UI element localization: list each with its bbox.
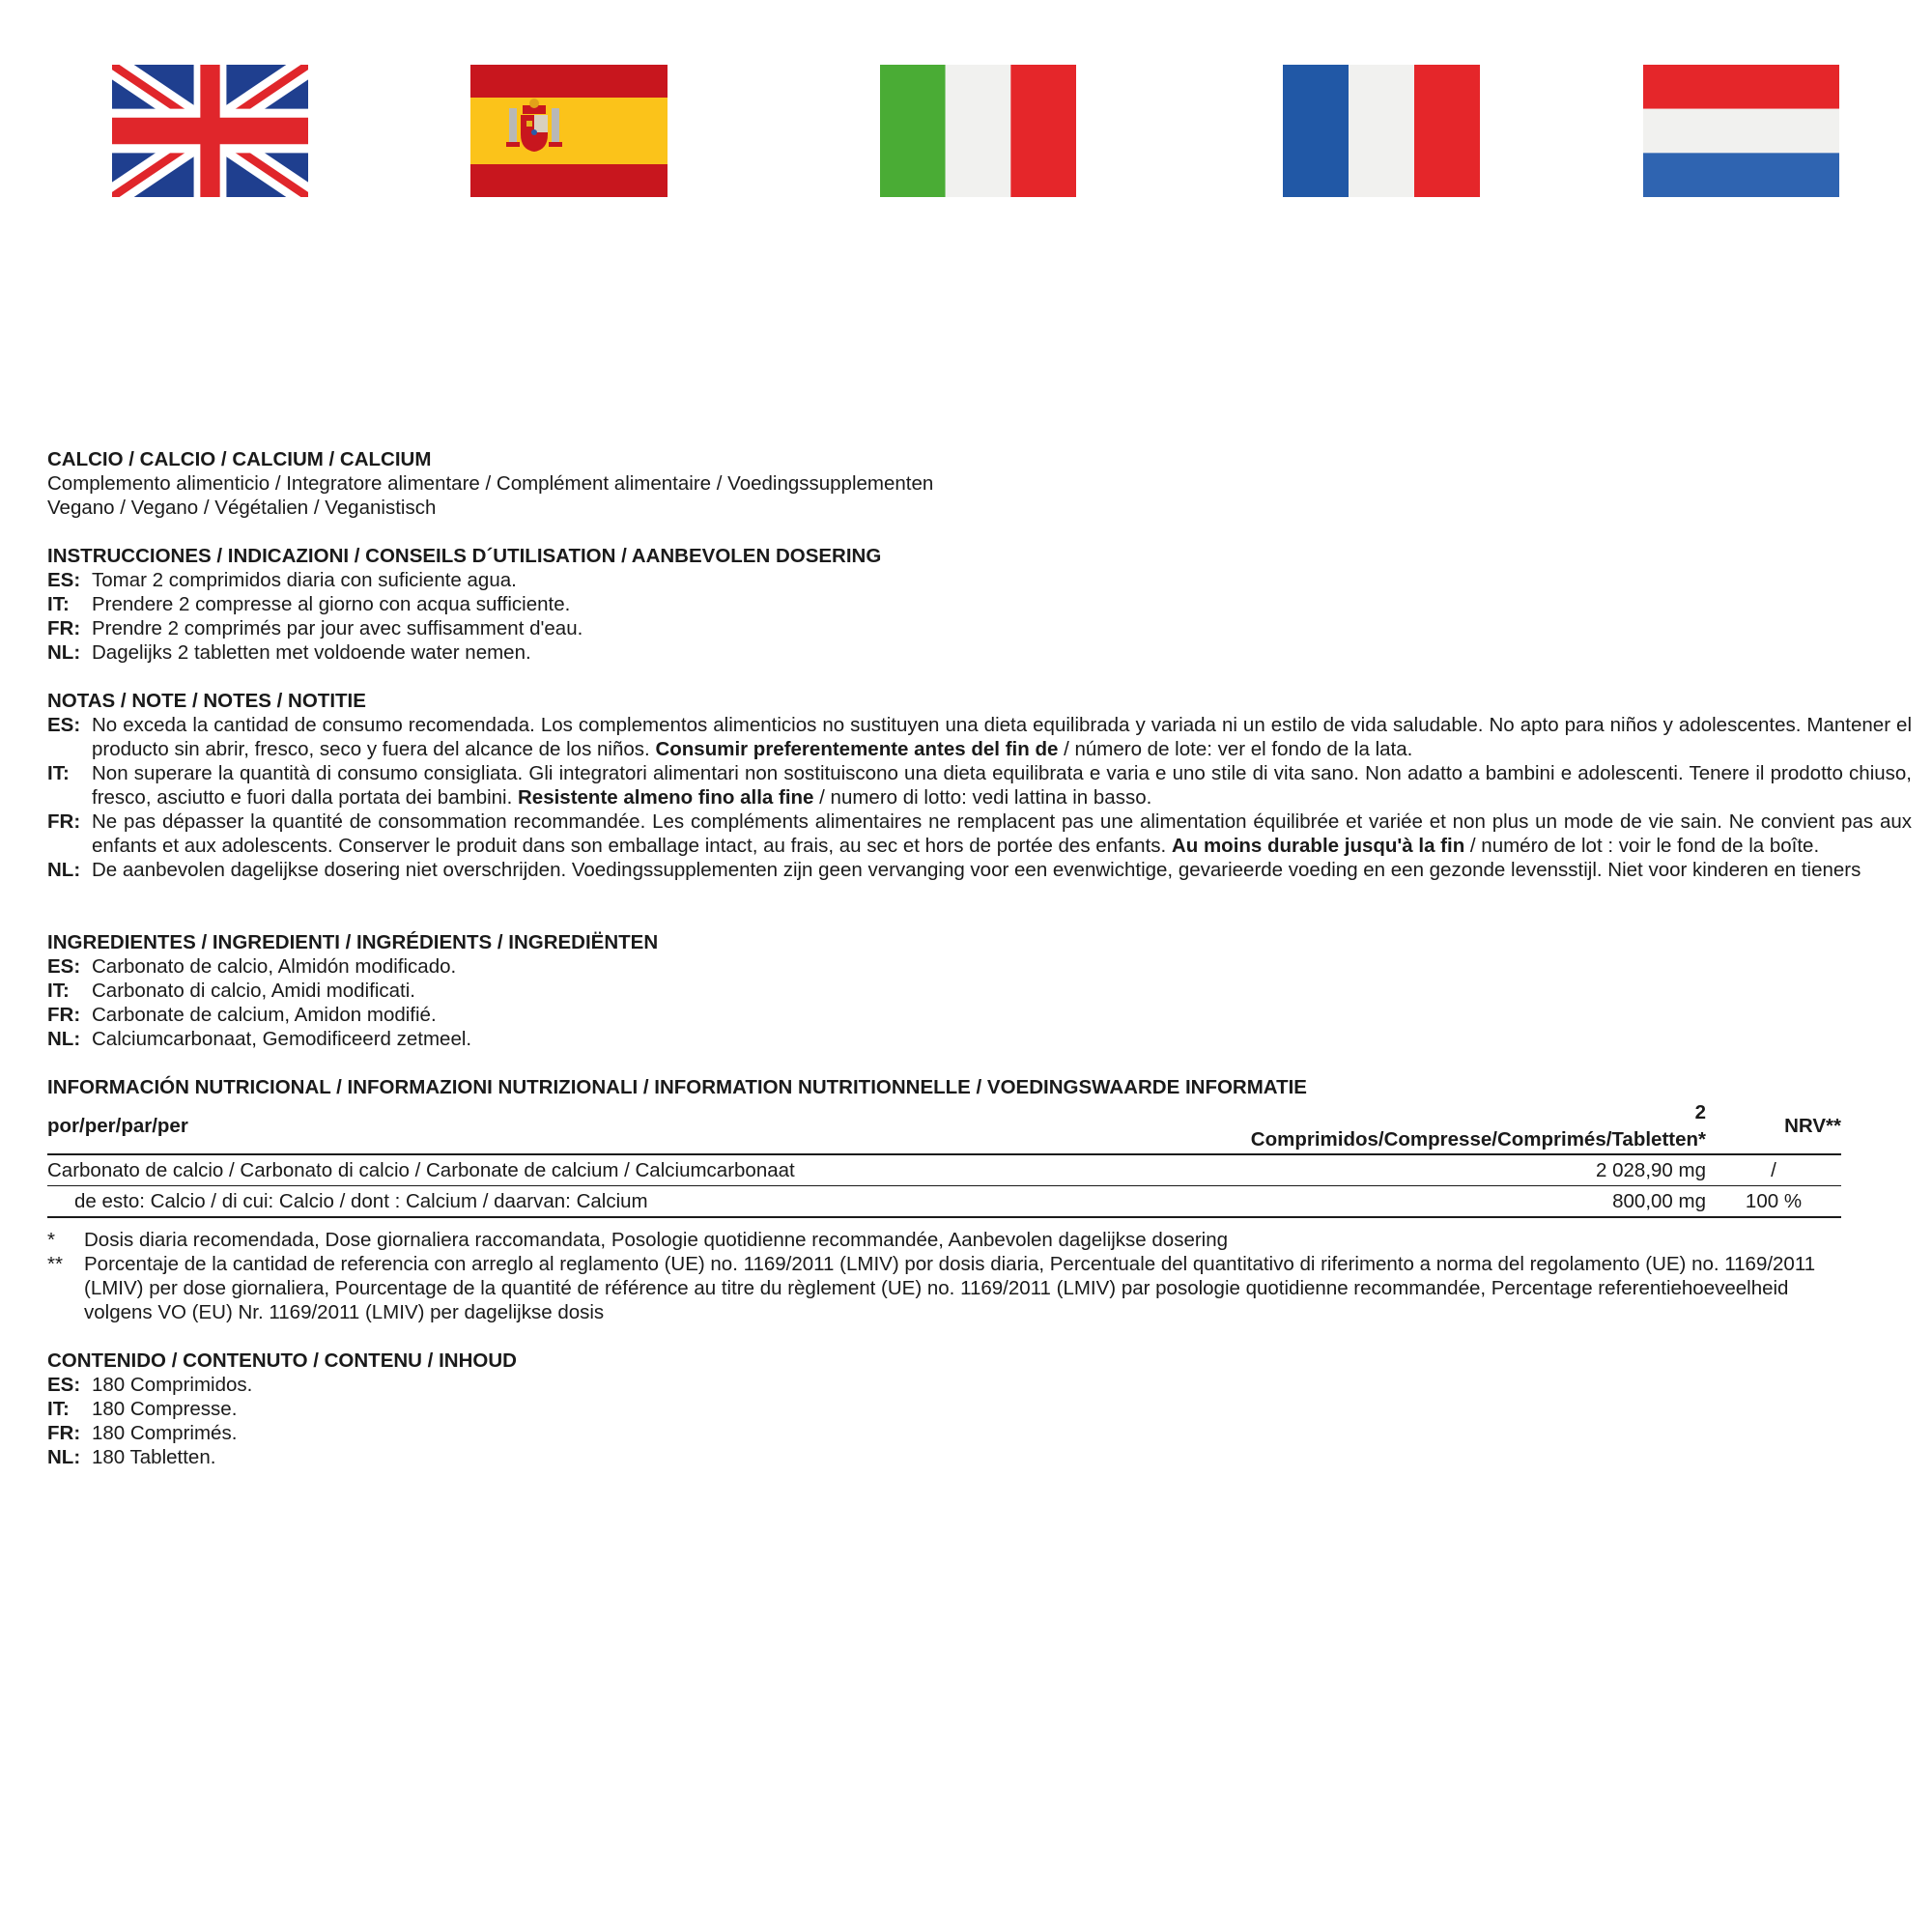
lang-code: FR:	[47, 1004, 81, 1026]
lang-code: NL:	[47, 1028, 81, 1050]
nutrition-header-row	[47, 1099, 1841, 1154]
lang-code: IT:	[47, 980, 70, 1002]
nutrition-section	[47, 1075, 1912, 1324]
notes-row	[47, 713, 1912, 761]
footnote	[47, 1252, 1912, 1324]
product-header	[47, 447, 1912, 520]
nutrient-amount: 2 028,90 mg	[1251, 1154, 1706, 1186]
table-row	[47, 1186, 1841, 1218]
lang-code: ES:	[47, 569, 81, 591]
product-subtitle: Complemento alimenticio / Integratore alimentare / Complément alimentaire / Voedingssupplementen	[47, 472, 934, 495]
note-text: De aanbevolen dagelijkse dosering niet overschrijden. Voedingssupplementen zijn geen vervanging voor een evenwichtige, gevarieerde voeding en een gezonde levensstijl. Niet voor kinderen en tieners	[92, 859, 1861, 881]
ingredient-text: Calciumcarbonaat, Gemodificeerd zetmeel.	[92, 1028, 472, 1050]
nrv-header: NRV**	[1706, 1099, 1841, 1154]
table-row	[47, 1154, 1841, 1186]
instruction-text: Dagelijks 2 tabletten met voldoende water nemen.	[92, 641, 531, 664]
ingredients-row	[47, 979, 1912, 1003]
france-flag	[1283, 65, 1480, 197]
instruction-text: Prendere 2 compresse al giorno con acqua sufficiente.	[92, 593, 571, 615]
nutrient-nrv: /	[1706, 1154, 1841, 1186]
contents-heading: CONTENIDO / CONTENUTO / CONTENU / INHOUD	[47, 1350, 517, 1372]
ingredients-section	[47, 930, 1912, 1051]
nutrient-name: de esto: Calcio / di cui: Calcio / dont : Calcium / daarvan: Calcium	[47, 1186, 1251, 1218]
nutrient-amount: 800,00 mg	[1251, 1186, 1706, 1218]
notes-row	[47, 761, 1912, 810]
lang-code: IT:	[47, 593, 70, 615]
footnote-mark: **	[47, 1253, 63, 1275]
lang-code: FR:	[47, 810, 81, 833]
contents-row	[47, 1421, 1912, 1445]
lang-code: NL:	[47, 641, 81, 664]
amount-header: 2 Comprimidos/Compresse/Comprimés/Tabletten*	[1251, 1099, 1706, 1154]
footnote-mark: *	[47, 1229, 55, 1251]
contents-row	[47, 1445, 1912, 1469]
lang-code: IT:	[47, 762, 70, 784]
contents-section	[47, 1349, 1912, 1469]
ingredients-row	[47, 954, 1912, 979]
notes-row	[47, 858, 1912, 882]
ingredients-heading: INGREDIENTES / INGREDIENTI / INGRÉDIENTS / INGREDIËNTEN	[47, 931, 659, 953]
product-diet: Vegano / Vegano / Végétalien / Veganistisch	[47, 497, 437, 519]
contents-row	[47, 1373, 1912, 1397]
note-text: No exceda la cantidad de consumo recomendada. Los complementos alimenticios no sustituyen una dieta equilibrada y variada ni un estilo de vida saludable. No apto para niños y adolescentes. Mantener el producto sin abrir, fresco, seco y fuera del alcance de los niños. Consumir preferentemente antes del fin de / número de lote: ver el fondo de la lata.	[92, 714, 1912, 760]
contents-row	[47, 1397, 1912, 1421]
lang-code: IT:	[47, 1398, 70, 1420]
note-text: Ne pas dépasser la quantité de consommation recommandée. Les compléments alimentaires ne remplacent pas une alimentation équilibrée et variée et non plus un mode de vie sain. Ne convient pas aux enfants et aux adolescents. Conserver le produit dans son emballage intact, au frais, au sec et hors de portée des enfants. Au moins durable jusqu'à la fin / numéro de lot : voir le fond de la boîte.	[92, 810, 1912, 857]
footnote-text: Porcentaje de la cantidad de referencia con arreglo al reglamento (UE) no. 1169/2011 (LMIV) por dosis diaria, Percentuale del quantitativo di riferimento a norma del regolamento (UE) no. 1169/2011 (LMIV) per dose giornaliera, Pourcentage de la quantité de référence au titre du règlement (UE) no. 1169/2011 (LMIV) par posologie quotidienne recommandée, Percentage referentiehoeveelheid volgens VO (EU) Nr. 1169/2011 (LMIV) per dagelijkse dosis	[84, 1253, 1816, 1323]
ingredient-text: Carbonato de calcio, Almidón modificado.	[92, 955, 457, 978]
notes-heading: NOTAS / NOTE / NOTES / NOTITIE	[47, 690, 366, 712]
lang-code: FR:	[47, 617, 81, 639]
ingredients-row	[47, 1027, 1912, 1051]
footnotes	[47, 1228, 1912, 1324]
instructions-section	[47, 544, 1912, 665]
nutrition-heading: INFORMACIÓN NUTRICIONAL / INFORMAZIONI NUTRIZIONALI / INFORMATION NUTRITIONNELLE / VOEDINGSWAARDE INFORMATIE	[47, 1076, 1307, 1098]
contents-text: 180 Comprimidos.	[92, 1374, 253, 1396]
lang-code: ES:	[47, 955, 81, 978]
contents-text: 180 Compresse.	[92, 1398, 238, 1420]
lang-code: ES:	[47, 1374, 81, 1396]
nutrient-nrv: 100 %	[1706, 1186, 1841, 1218]
instructions-row	[47, 568, 1912, 592]
uk-flag	[112, 65, 308, 197]
contents-text: 180 Tabletten.	[92, 1446, 216, 1468]
italy-flag	[880, 65, 1076, 197]
instruction-text: Prendre 2 comprimés par jour avec suffisamment d'eau.	[92, 617, 583, 639]
notes-section	[47, 689, 1912, 882]
ingredients-row	[47, 1003, 1912, 1027]
note-text: Non superare la quantità di consumo consigliata. Gli integratori alimentari non sostituiscono una dieta equilibrata e varia e uno stile di vita sano. Non adatto a bambini e adolescenti. Tenere il prodotto chiuso, fresco, asciutto e fuori dalla portata dei bambini. Resistente almeno fino alla fine / numero di lotto: vedi lattina in basso.	[92, 762, 1912, 809]
notes-row	[47, 810, 1912, 858]
ingredient-text: Carbonato di calcio, Amidi modificati.	[92, 980, 415, 1002]
lang-code: NL:	[47, 1446, 81, 1468]
footnote	[47, 1228, 1912, 1252]
footnote-text: Dosis diaria recomendada, Dose giornaliera raccomandata, Posologie quotidienne recommandée, Aanbevolen dagelijkse dosering	[84, 1229, 1229, 1251]
instructions-row	[47, 640, 1912, 665]
product-label	[47, 447, 1912, 1493]
per-header: por/per/par/per	[47, 1099, 1251, 1154]
instructions-row	[47, 592, 1912, 616]
nutrient-name: Carbonato de calcio / Carbonato di calcio / Carbonate de calcium / Calciumcarbonaat	[47, 1154, 1251, 1186]
lang-code: NL:	[47, 859, 81, 881]
spain-flag	[470, 65, 668, 197]
lang-code: FR:	[47, 1422, 81, 1444]
lang-code: ES:	[47, 714, 81, 736]
product-title: CALCIO / CALCIO / CALCIUM / CALCIUM	[47, 448, 432, 470]
instruction-text: Tomar 2 comprimidos diaria con suficiente agua.	[92, 569, 517, 591]
nutrition-table	[47, 1099, 1841, 1218]
instructions-heading: INSTRUCCIONES / INDICAZIONI / CONSEILS D´UTILISATION / AANBEVOLEN DOSERING	[47, 545, 882, 567]
instructions-row	[47, 616, 1912, 640]
contents-text: 180 Comprimés.	[92, 1422, 238, 1444]
netherlands-flag	[1643, 65, 1839, 197]
ingredient-text: Carbonate de calcium, Amidon modifié.	[92, 1004, 437, 1026]
